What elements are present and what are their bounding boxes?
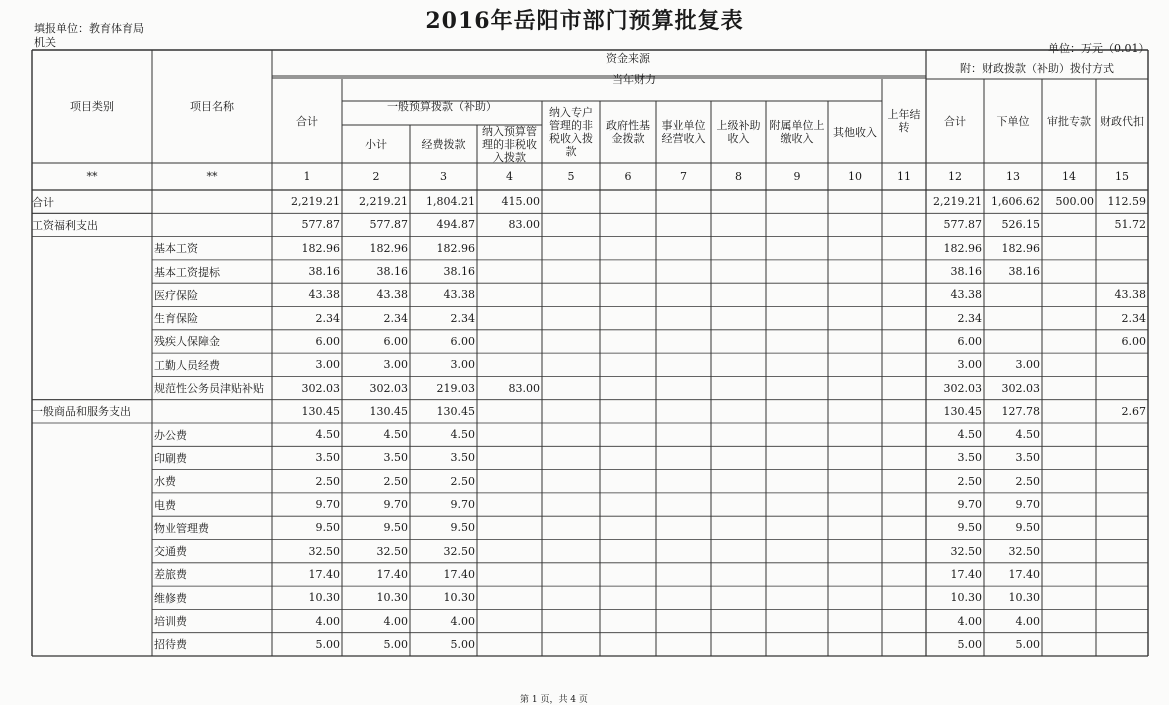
cell-budget-nontax bbox=[477, 353, 542, 376]
cell-subtotal: 5.00 bbox=[383, 637, 408, 651]
col-header-category: 项目类别 bbox=[70, 100, 114, 113]
cell-funding: 6.00 bbox=[450, 334, 475, 348]
cell-name: 招待费 bbox=[154, 638, 187, 652]
cell-funding: 2.50 bbox=[450, 474, 475, 488]
index-cell: 7 bbox=[680, 170, 687, 183]
cell-total: 10.30 bbox=[308, 591, 340, 605]
cell-budget-nontax bbox=[477, 540, 542, 563]
cell-approved-special bbox=[1042, 400, 1096, 423]
col-header-finance-proxy: 财政代扣 bbox=[1100, 114, 1144, 128]
cell-category: 工资福利支出 bbox=[32, 218, 98, 232]
col-header-funding-source: 资金来源 bbox=[606, 51, 650, 65]
cell-name: 残疾人保障金 bbox=[154, 335, 220, 349]
cell-total: 182.96 bbox=[301, 241, 340, 255]
col-header-appendix: 附：财政拨款（补助）拨付方式 bbox=[960, 62, 1114, 75]
col-header-name: 项目名称 bbox=[190, 100, 234, 113]
cell-subtotal: 182.96 bbox=[369, 241, 408, 255]
cell-total: 302.03 bbox=[301, 381, 340, 395]
cell-funding: 9.70 bbox=[450, 498, 475, 512]
cell-lower-unit bbox=[984, 283, 1042, 306]
cell-lower-unit: 302.03 bbox=[1001, 381, 1040, 395]
cell-budget-nontax bbox=[477, 563, 542, 586]
cell-app-total: 2.34 bbox=[957, 311, 982, 325]
cell-lower-unit: 3.00 bbox=[1015, 358, 1040, 372]
cell-lower-unit: 9.70 bbox=[1015, 498, 1040, 512]
cell-finance-proxy bbox=[1096, 609, 1148, 632]
col-header-lower-unit: 下单位 bbox=[996, 114, 1030, 128]
cell-lower-unit: 9.50 bbox=[1015, 521, 1040, 535]
cell-budget-nontax bbox=[477, 260, 542, 283]
cell-finance-proxy bbox=[1096, 423, 1148, 446]
cell-budget-nontax: 83.00 bbox=[508, 218, 540, 232]
cell-subtotal: 4.00 bbox=[383, 614, 408, 628]
cell-app-total: 2.50 bbox=[957, 474, 982, 488]
cell-subtotal: 130.45 bbox=[369, 404, 408, 418]
cell-name bbox=[152, 190, 272, 213]
cell-approved-special bbox=[1042, 423, 1096, 446]
cell-name: 工勤人员经费 bbox=[154, 358, 220, 372]
cell-name: 电费 bbox=[154, 498, 176, 512]
cell-finance-proxy bbox=[1096, 470, 1148, 493]
cell-total: 9.70 bbox=[315, 498, 340, 512]
index-cell: 5 bbox=[567, 170, 575, 183]
cell-finance-proxy: 51.72 bbox=[1114, 218, 1146, 232]
cell-app-total: 9.50 bbox=[957, 521, 982, 535]
cell-finance-proxy bbox=[1096, 586, 1148, 609]
cell-name: 维修费 bbox=[154, 591, 187, 605]
cell-lower-unit: 526.15 bbox=[1001, 218, 1040, 232]
index-cell: 14 bbox=[1062, 170, 1076, 183]
cell-app-total: 9.70 bbox=[957, 498, 982, 512]
cell-approved-special bbox=[1042, 446, 1096, 469]
cell-name: 办公费 bbox=[154, 428, 187, 442]
cell-subtotal: 10.30 bbox=[376, 591, 408, 605]
cell-name: 培训费 bbox=[154, 615, 187, 629]
cell-approved-special bbox=[1042, 260, 1096, 283]
cell-funding: 219.03 bbox=[436, 381, 475, 395]
index-cell: 11 bbox=[897, 170, 911, 183]
cell-total: 4.50 bbox=[315, 428, 340, 442]
money-unit-label: 单位：万元（0.01） bbox=[1048, 42, 1150, 55]
col-header-other-income: 其他收入 bbox=[833, 125, 877, 139]
col-header-business-income: 事业单位经营收入 bbox=[661, 119, 706, 145]
col-header-gov-fund: 政府性基金拨款 bbox=[606, 119, 650, 145]
cell-subtotal: 9.70 bbox=[383, 498, 408, 512]
cell-app-total: 182.96 bbox=[943, 241, 982, 255]
cell-total: 3.50 bbox=[315, 451, 340, 465]
cell-name: 基本工资 bbox=[154, 242, 198, 256]
cell-app-total: 43.38 bbox=[950, 288, 982, 302]
cell-lower-unit: 5.00 bbox=[1015, 637, 1040, 651]
cell-name: 印刷费 bbox=[154, 451, 187, 465]
cell-budget-nontax bbox=[477, 237, 542, 260]
cell-total: 17.40 bbox=[308, 567, 340, 581]
cell-total: 32.50 bbox=[308, 544, 340, 558]
cell-finance-proxy bbox=[1096, 633, 1148, 656]
cell-total: 2.50 bbox=[315, 474, 340, 488]
index-cell: 2 bbox=[372, 170, 380, 183]
cell-subtotal: 577.87 bbox=[369, 218, 408, 232]
index-cell: 13 bbox=[1006, 170, 1020, 183]
cell-budget-nontax: 415.00 bbox=[501, 195, 540, 209]
filing-unit-label-cont: 机关 bbox=[34, 36, 56, 49]
cell-subtotal: 3.00 bbox=[383, 358, 408, 372]
cell-subtotal: 43.38 bbox=[376, 288, 408, 302]
index-cell: ** bbox=[206, 170, 218, 183]
cell-approved-special bbox=[1042, 283, 1096, 306]
col-header-current-year: 当年财力 bbox=[612, 73, 656, 86]
index-cell: 6 bbox=[624, 170, 632, 183]
cell-total: 2.34 bbox=[315, 311, 340, 325]
cell-funding: 2.34 bbox=[450, 311, 475, 325]
cell-funding: 494.87 bbox=[436, 218, 475, 232]
cell-name: 交通费 bbox=[154, 545, 187, 559]
cell-app-total: 130.45 bbox=[943, 404, 982, 418]
cell-budget-nontax bbox=[477, 493, 542, 516]
cell-category: 一般商品和服务支出 bbox=[32, 405, 131, 419]
cell-finance-proxy bbox=[1096, 260, 1148, 283]
cell-app-total: 302.03 bbox=[943, 381, 982, 395]
cell-total: 4.00 bbox=[315, 614, 340, 628]
cell-total: 43.38 bbox=[308, 288, 340, 302]
cell-finance-proxy: 43.38 bbox=[1114, 288, 1146, 302]
cell-lower-unit: 32.50 bbox=[1008, 544, 1040, 558]
cell-finance-proxy: 6.00 bbox=[1121, 334, 1146, 348]
cell-approved-special bbox=[1042, 307, 1096, 330]
cell-finance-proxy bbox=[1096, 353, 1148, 376]
col-header-approved-special: 审批专款 bbox=[1047, 114, 1091, 128]
cell-budget-nontax bbox=[477, 446, 542, 469]
cell-funding: 3.00 bbox=[450, 358, 475, 372]
cell-budget-nontax bbox=[477, 330, 542, 353]
cell-subtotal: 32.50 bbox=[376, 544, 408, 558]
cell-app-total: 3.00 bbox=[957, 358, 982, 372]
cell-total: 5.00 bbox=[315, 637, 340, 651]
cell-lower-unit: 2.50 bbox=[1015, 474, 1040, 488]
cell-budget-nontax bbox=[477, 609, 542, 632]
cell-budget-nontax bbox=[477, 516, 542, 539]
cell-funding: 17.40 bbox=[443, 567, 475, 581]
cell-total: 9.50 bbox=[315, 521, 340, 535]
cell-budget-nontax bbox=[477, 470, 542, 493]
cell-approved-special bbox=[1042, 470, 1096, 493]
cell-approved-special: 500.00 bbox=[1055, 195, 1094, 209]
cell-lower-unit: 17.40 bbox=[1008, 567, 1040, 581]
cell-lower-unit: 127.78 bbox=[1001, 404, 1040, 418]
cell-total: 38.16 bbox=[308, 265, 340, 279]
col-header-affiliated-income: 附属单位上缴收入 bbox=[769, 119, 825, 145]
cell-total: 130.45 bbox=[301, 404, 340, 418]
filing-unit-label: 填报单位：教育体育局 bbox=[34, 22, 144, 35]
cell-subtotal: 9.50 bbox=[383, 521, 408, 535]
cell-budget-nontax bbox=[477, 586, 542, 609]
cell-name: 生育保险 bbox=[154, 312, 198, 326]
cell-total: 6.00 bbox=[315, 334, 340, 348]
cell-funding: 4.00 bbox=[450, 614, 475, 628]
index-cell: 4 bbox=[506, 170, 513, 183]
cell-budget-nontax bbox=[477, 633, 542, 656]
cell-budget-nontax bbox=[477, 400, 542, 423]
cell-approved-special bbox=[1042, 353, 1096, 376]
cell-approved-special bbox=[1042, 493, 1096, 516]
cell-total: 577.87 bbox=[301, 218, 340, 232]
index-cell: ** bbox=[86, 170, 98, 183]
cell-funding: 43.38 bbox=[443, 288, 475, 302]
cell-subtotal: 2.34 bbox=[383, 311, 408, 325]
cell-lower-unit: 1,606.62 bbox=[991, 195, 1040, 209]
cell-total: 2,219.21 bbox=[291, 195, 340, 209]
index-cell: 1 bbox=[303, 170, 311, 183]
cell-lower-unit: 3.50 bbox=[1015, 451, 1040, 465]
cell-funding: 182.96 bbox=[436, 241, 475, 255]
cell-app-total: 4.00 bbox=[957, 614, 982, 628]
cell-lower-unit: 4.00 bbox=[1015, 614, 1040, 628]
cell-finance-proxy bbox=[1096, 493, 1148, 516]
index-cell: 9 bbox=[793, 170, 801, 183]
cell-subtotal: 2.50 bbox=[383, 474, 408, 488]
cell-subtotal: 6.00 bbox=[383, 334, 408, 348]
cell-subtotal: 302.03 bbox=[369, 381, 408, 395]
cell-finance-proxy bbox=[1096, 516, 1148, 539]
cell-subtotal: 38.16 bbox=[376, 265, 408, 279]
cell-funding: 10.30 bbox=[443, 591, 475, 605]
cell-budget-nontax bbox=[477, 423, 542, 446]
cell-total: 3.00 bbox=[315, 358, 340, 372]
cell-approved-special bbox=[1042, 237, 1096, 260]
page-footer: 第 1 页，共 4 页 bbox=[520, 695, 588, 705]
index-cell: 12 bbox=[948, 170, 962, 183]
cell-subtotal: 2,219.21 bbox=[359, 195, 408, 209]
cell-app-total: 6.00 bbox=[957, 334, 982, 348]
cell-app-total: 38.16 bbox=[950, 265, 982, 279]
cell-budget-nontax bbox=[477, 307, 542, 330]
index-cell: 15 bbox=[1115, 170, 1129, 183]
cell-finance-proxy: 2.67 bbox=[1121, 404, 1146, 418]
cell-name: 规范性公务员津贴补贴 bbox=[154, 382, 264, 396]
cell-lower-unit: 182.96 bbox=[1001, 241, 1040, 255]
index-cell: 10 bbox=[848, 170, 862, 183]
col-header-funding: 经费拨款 bbox=[421, 137, 466, 151]
cell-lower-unit bbox=[984, 330, 1042, 353]
cell-approved-special bbox=[1042, 563, 1096, 586]
cell-budget-nontax: 83.00 bbox=[508, 381, 540, 395]
cell-name: 医疗保险 bbox=[154, 288, 198, 302]
cell-budget-nontax bbox=[477, 283, 542, 306]
cell-name: 基本工资提标 bbox=[154, 265, 220, 279]
cell-name: 物业管理费 bbox=[154, 521, 209, 535]
cell-finance-proxy bbox=[1096, 237, 1148, 260]
col-header-general-budget: 一般预算拨款（补助） bbox=[387, 99, 497, 113]
cell-approved-special bbox=[1042, 633, 1096, 656]
cell-lower-unit: 38.16 bbox=[1008, 265, 1040, 279]
cell-subtotal: 17.40 bbox=[376, 567, 408, 581]
col-header-carryover: 上年结转 bbox=[887, 108, 921, 134]
cell-funding: 38.16 bbox=[443, 265, 475, 279]
col-header-special-nontax: 纳入专户管理的非税收入拨款 bbox=[549, 106, 593, 158]
cell-approved-special bbox=[1042, 540, 1096, 563]
cell-lower-unit: 10.30 bbox=[1008, 591, 1040, 605]
cell-finance-proxy bbox=[1096, 376, 1148, 399]
col-header-app-total: 合计 bbox=[944, 114, 966, 128]
cell-name bbox=[152, 213, 272, 236]
cell-app-total: 17.40 bbox=[950, 567, 982, 581]
cell-subtotal: 3.50 bbox=[383, 451, 408, 465]
cell-approved-special bbox=[1042, 609, 1096, 632]
col-header-budget-nontax: 纳入预算管理的非税收入拨款 bbox=[482, 124, 537, 164]
cell-name bbox=[152, 400, 272, 423]
cell-funding: 9.50 bbox=[450, 521, 475, 535]
cell-funding: 5.00 bbox=[450, 637, 475, 651]
cell-app-total: 2,219.21 bbox=[933, 195, 982, 209]
cell-subtotal: 4.50 bbox=[383, 428, 408, 442]
cell-approved-special bbox=[1042, 516, 1096, 539]
cell-approved-special bbox=[1042, 330, 1096, 353]
cell-approved-special bbox=[1042, 213, 1096, 236]
cell-approved-special bbox=[1042, 376, 1096, 399]
page-title: 2016年岳阳市部门预算批复表 bbox=[425, 8, 744, 34]
cell-app-total: 32.50 bbox=[950, 544, 982, 558]
col-header-subtotal: 小计 bbox=[365, 137, 387, 151]
cell-app-total: 5.00 bbox=[957, 637, 982, 651]
cell-funding: 130.45 bbox=[436, 404, 475, 418]
cell-app-total: 577.87 bbox=[943, 218, 982, 232]
cell-finance-proxy: 2.34 bbox=[1121, 311, 1146, 325]
cell-app-total: 10.30 bbox=[950, 591, 982, 605]
index-cell: 3 bbox=[440, 170, 447, 183]
cell-category: 合计 bbox=[32, 195, 54, 209]
cell-lower-unit bbox=[984, 307, 1042, 330]
index-cell: 8 bbox=[735, 170, 742, 183]
cell-lower-unit: 4.50 bbox=[1015, 428, 1040, 442]
cell-finance-proxy: 112.59 bbox=[1107, 195, 1146, 209]
cell-app-total: 3.50 bbox=[957, 451, 982, 465]
cell-funding: 4.50 bbox=[450, 428, 475, 442]
cell-funding: 3.50 bbox=[450, 451, 475, 465]
col-header-total: 合计 bbox=[296, 114, 318, 128]
cell-finance-proxy bbox=[1096, 540, 1148, 563]
cell-name: 差旅费 bbox=[154, 568, 187, 582]
cell-finance-proxy bbox=[1096, 446, 1148, 469]
cell-finance-proxy bbox=[1096, 563, 1148, 586]
cell-funding: 32.50 bbox=[443, 544, 475, 558]
cell-approved-special bbox=[1042, 586, 1096, 609]
cell-name: 水费 bbox=[154, 475, 176, 489]
cell-funding: 1,804.21 bbox=[426, 195, 475, 209]
cell-app-total: 4.50 bbox=[957, 428, 982, 442]
col-header-upper-subsidy: 上级补助收入 bbox=[716, 119, 761, 145]
